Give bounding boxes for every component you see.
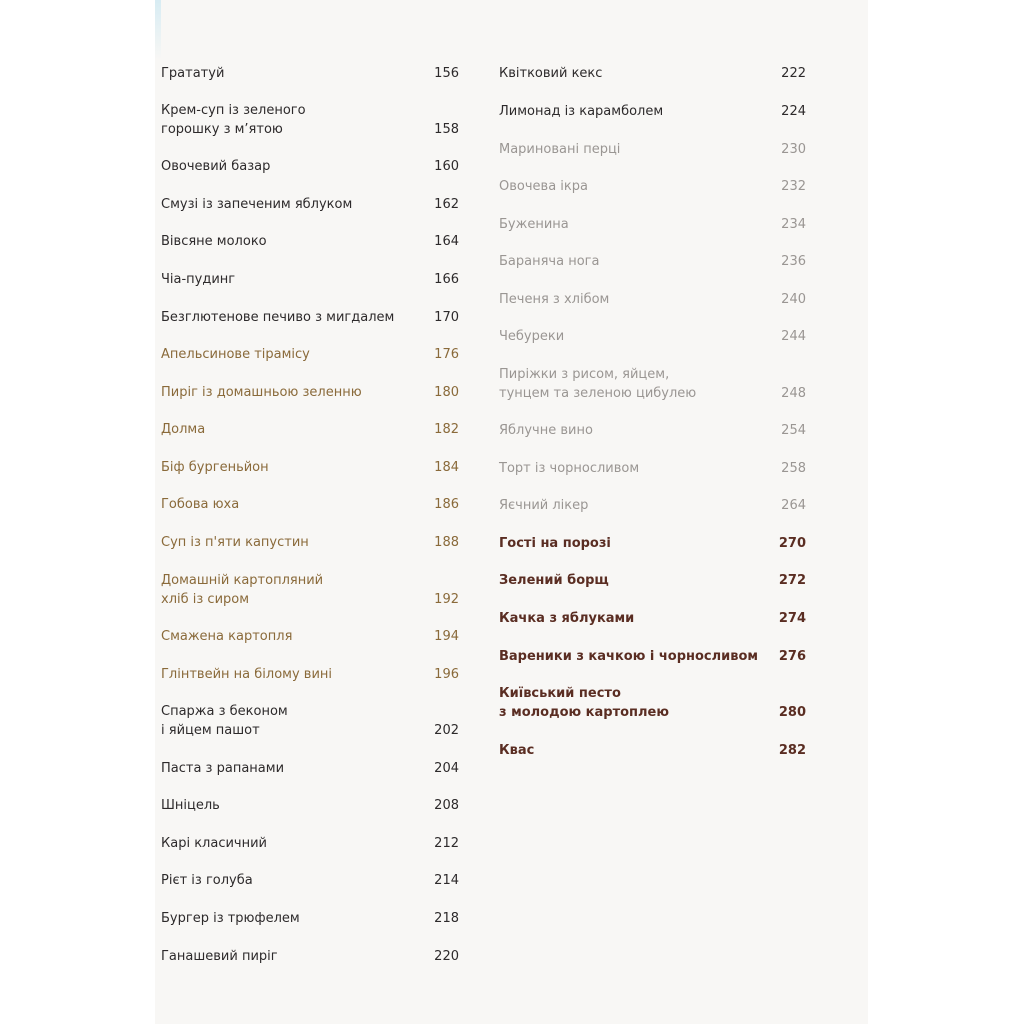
toc-entry (499, 459, 806, 478)
toc-entry-title: Печеня з хлібом (499, 292, 610, 307)
toc-entry (499, 571, 806, 590)
toc-entry (499, 177, 806, 196)
toc-entry (499, 102, 806, 121)
toc-entry-title: Овочева ікра (499, 179, 588, 194)
toc-entry-page-number: 220 (434, 949, 459, 964)
toc-entry (499, 496, 806, 515)
toc-entry (499, 421, 806, 440)
toc-entry-title: Бургер із трюфелем (161, 911, 300, 926)
toc-entry-title: Квас (499, 743, 535, 758)
toc-entry (161, 702, 459, 740)
toc-entry-title: Київський песто з молодою картоплею (499, 686, 670, 720)
toc-entry (161, 495, 459, 514)
toc-entry-page-number: 164 (434, 234, 459, 249)
toc-entry-title: Гобова юха (161, 497, 240, 512)
toc-entry-title: Рієт із голуба (161, 873, 253, 888)
toc-entry-title: Буженина (499, 217, 569, 232)
toc-entry (161, 947, 459, 966)
toc-entry-title: Баранячa нога (499, 254, 600, 269)
toc-entry-page-number: 188 (434, 535, 459, 550)
toc-entry-page-number: 222 (781, 66, 806, 81)
toc-entry-title: Чіа-пудинг (161, 272, 236, 287)
toc-entry-title: Лимонад із карамболем (499, 104, 664, 119)
toc-entry (161, 627, 459, 646)
toc-entry-page-number: 214 (434, 873, 459, 888)
toc-entry (499, 140, 806, 159)
toc-entry (161, 665, 459, 684)
toc-entry-page-number: 240 (781, 292, 806, 307)
toc-entry-page-number: 192 (434, 592, 459, 607)
toc-entry-title: Карі класичний (161, 836, 267, 851)
toc-entry-title: Глінтвейн на білому вині (161, 667, 333, 682)
toc-entry (161, 533, 459, 552)
toc-entry-page-number: 232 (781, 179, 806, 194)
toc-entry-page-number: 170 (434, 310, 459, 325)
toc-entry-page-number: 234 (781, 217, 806, 232)
toc-entry-page-number: 254 (781, 423, 806, 438)
toc-entry-page-number: 274 (778, 611, 806, 626)
toc-entry-page-number: 244 (781, 329, 806, 344)
toc-entry-title: Біф бургеньйон (161, 460, 269, 475)
toc-entry-page-number: 184 (434, 460, 459, 475)
toc-entry (499, 609, 806, 628)
toc-entry (161, 157, 459, 176)
toc-entry-title: Апельсинове тірамісу (161, 347, 310, 362)
toc-entry-title: Вівсяне молоко (161, 234, 267, 249)
toc-entry-page-number: 196 (434, 667, 459, 682)
toc-entry-title: Шніцель (161, 798, 220, 813)
toc-entry (499, 215, 806, 234)
toc-entry (161, 232, 459, 251)
toc-entry (499, 741, 806, 760)
toc-entry (161, 759, 459, 778)
toc-entry (161, 308, 459, 327)
toc-entry-title: Безглютенове печиво з мигдалем (161, 310, 395, 325)
toc-entry (499, 327, 806, 346)
toc-entry-title: Пиріг із домашньою зеленню (161, 385, 362, 400)
toc-entry (499, 684, 806, 722)
page-edge-decoration (155, 0, 161, 60)
toc-entry-page-number: 204 (434, 761, 459, 776)
toc-entry-page-number: 158 (434, 122, 459, 137)
toc-entry (499, 252, 806, 271)
toc-entry-title: Долма (161, 422, 206, 437)
toc-entry-title: Мариновані перці (499, 142, 621, 157)
toc-entry-page-number: 180 (434, 385, 459, 400)
toc-entry-page-number: 258 (781, 461, 806, 476)
toc-entry-page-number: 280 (778, 705, 806, 720)
toc-entry-title: Смузі із запеченим яблуком (161, 197, 353, 212)
toc-entry (161, 909, 459, 928)
toc-entry-title: Зелений борщ (499, 573, 609, 588)
toc-entry-title: Ганашевий пиріг (161, 949, 278, 964)
toc-entry-title: Крем-суп із зеленого горошку з м’ятою (161, 103, 306, 137)
toc-entry-title: Чебуреки (499, 329, 565, 344)
toc-entry-title: Яблучне вино (499, 423, 593, 438)
toc-entry-page-number: 182 (434, 422, 459, 437)
toc-entry-page-number: 282 (778, 743, 806, 758)
toc-entry (161, 420, 459, 439)
toc-entry (161, 345, 459, 364)
toc-entry-title: Торт із чорносливом (499, 461, 640, 476)
toc-entry (161, 571, 459, 609)
toc-entry-page-number: 208 (434, 798, 459, 813)
toc-entry-page-number: 270 (778, 536, 806, 551)
toc-entry (161, 195, 459, 214)
toc-entry-page-number: 166 (434, 272, 459, 287)
toc-entry-title: Паста з рапанами (161, 761, 285, 776)
toc-entry-page-number: 230 (781, 142, 806, 157)
toc-entry (161, 834, 459, 853)
toc-entry (499, 64, 806, 83)
toc-entry-title: Суп із п'яти капустин (161, 535, 309, 550)
toc-entry-title: Пиріжки з рисом, яйцем, тунцем та зеленою цибулею (499, 367, 697, 401)
toc-entry-title: Овочевий базар (161, 159, 271, 174)
toc-entry-title: Грататуй (161, 66, 225, 81)
toc-entry-page-number: 248 (781, 386, 806, 401)
toc-entry (499, 290, 806, 309)
toc-entry-page-number: 186 (434, 497, 459, 512)
toc-entry-page-number: 236 (781, 254, 806, 269)
toc-entry-title: Домашній картопляний хліб із сиром (161, 573, 324, 607)
toc-entry-page-number: 218 (434, 911, 459, 926)
toc-entry-title: Спаржа з беконом і яйцем пашот (161, 704, 288, 738)
toc-entry (161, 383, 459, 402)
toc-entry-page-number: 272 (778, 573, 806, 588)
toc-entry-page-number: 194 (434, 629, 459, 644)
toc-entry-title: Яєчний лікер (499, 498, 589, 513)
toc-entry-page-number: 276 (778, 649, 806, 664)
toc-entry-page-number: 212 (434, 836, 459, 851)
toc-entry (161, 101, 459, 139)
toc-entry-page-number: 202 (434, 723, 459, 738)
toc-entry (161, 64, 459, 83)
toc-entry (161, 270, 459, 289)
toc-entry-page-number: 176 (434, 347, 459, 362)
toc-entry (161, 871, 459, 890)
toc-entry-page-number: 224 (781, 104, 806, 119)
toc-entry (161, 458, 459, 477)
toc-entry (499, 365, 806, 403)
toc-entry-page-number: 264 (781, 498, 806, 513)
toc-entry-title: Квітковий кекс (499, 66, 603, 81)
toc-entry (499, 534, 806, 553)
toc-entry-page-number: 160 (434, 159, 459, 174)
toc-entry-page-number: 156 (434, 66, 459, 81)
toc-entry-title: Смажена картопля (161, 629, 293, 644)
toc-entry (161, 796, 459, 815)
toc-entry-title: Качка з яблуками (499, 611, 635, 626)
toc-entry-title: Вареники з качкою і чорносливом (499, 649, 759, 664)
toc-entry-title: Гості на порозі (499, 536, 611, 551)
toc-entry-page-number: 162 (434, 197, 459, 212)
toc-entry (499, 647, 806, 666)
